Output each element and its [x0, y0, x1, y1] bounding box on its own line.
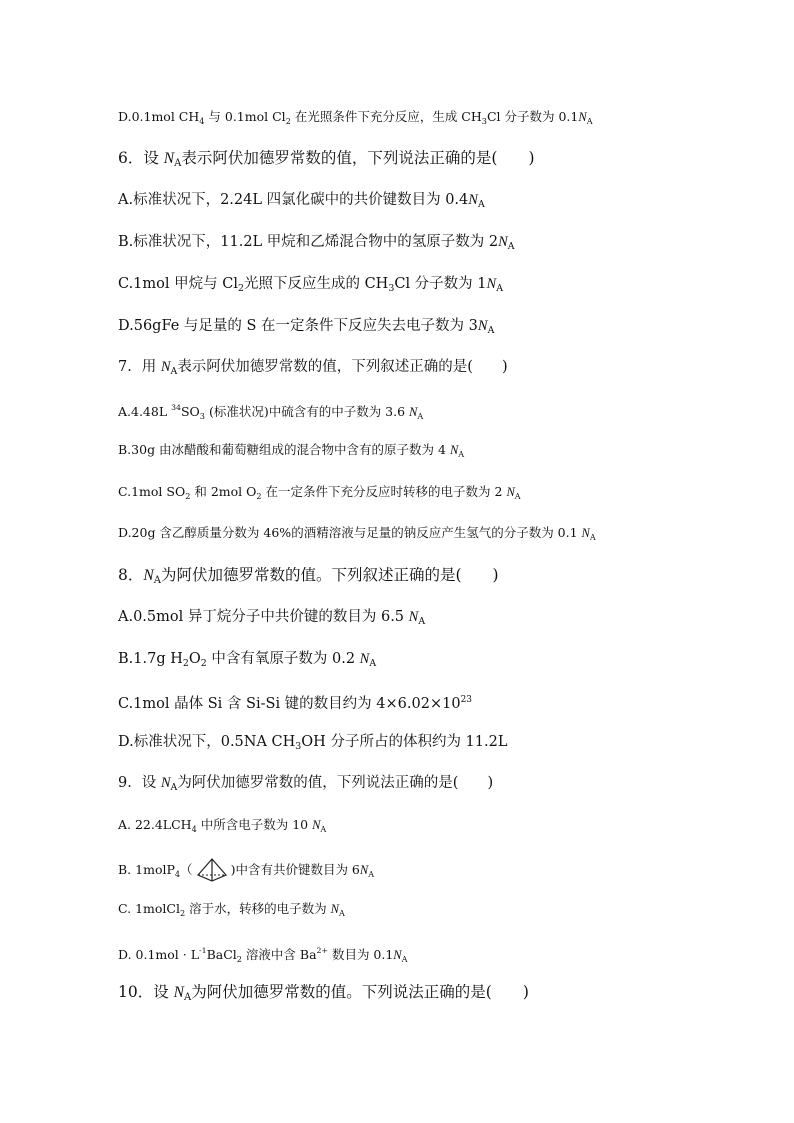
tetrahedron-icon: [195, 857, 229, 889]
option-line: D.0.1mol $CH_4$ 与 0.1mol $Cl_2$ 在光照条件下充分反应，生成 $CH_3Cl$ 分子数为 $0.1N_A$: [118, 109, 593, 126]
option-line: D. $0.1mol \cdot L^{-1}BaCl_2$ 溶液中含 $Ba^{2+}$ 数目为 $0.1N_A$: [118, 946, 408, 964]
option-line: A. $22.4LCH_4$ 中所含电子数为 10 $N_A$: [118, 817, 327, 834]
option-line: B.标准状况下，11.2L 甲烷和乙烯混合物中的氢原子数为 $2N_A$: [118, 234, 515, 252]
option-line: D.20g 含乙醇质量分数为 46%的酒精溶液与足量的钠反应产生氢气的分子数为 0.1 $N_A$: [118, 525, 596, 542]
option-line: B.30g 由冰醋酸和葡萄糖组成的混合物中含有的原子数为 4 $N_A$: [118, 442, 465, 459]
question-stem: 8．$N_A$为阿伏加德罗常数的值。下列叙述正确的是( ): [118, 566, 499, 586]
option-line: D.标准状况下，0.5NA $CH_3OH$ 分子所占的体积约为 11.2L: [118, 734, 508, 752]
option-line: C.1mol 甲烷与 $Cl_2$光照下反应生成的 $CH_3Cl$ 分子数为 $1N_A$: [118, 276, 503, 294]
option-line: C. 1molCl$_2$ 溶于水，转移的电子数为 $N_A$: [118, 901, 345, 918]
option-line: D.56gFe 与足量的 S 在一定条件下反应失去电子数为 $3N_A$: [118, 318, 495, 336]
question-stem: 10．设 $N_A$为阿伏加德罗常数的值。下列说法正确的是( ): [118, 983, 529, 1003]
option-line: C.1mol 晶体 Si 含 Si-Si 键的数目约为 $4\times 6.02\times 10^{23}$: [118, 695, 472, 712]
question-stem: 7．用 $N_A$表示阿伏加德罗常数的值，下列叙述正确的是( ): [118, 359, 508, 377]
option-line: C.1mol $SO_2$ 和 2mol $O_2$ 在一定条件下充分反应时转移的电子数为 2 $N_A$: [118, 484, 521, 501]
question-stem: 6．设 $N_A$表示阿伏加德罗常数的值，下列说法正确的是( ): [118, 149, 535, 169]
question-stem: 9．设 $N_A$为阿伏加德罗常数的值，下列说法正确的是( ): [118, 775, 494, 793]
option-line: B. 1molP$_4$（ )中含有共价键数目为 $6N_A$: [118, 857, 374, 889]
option-line: A.标准状况下，2.24L 四氯化碳中的共价键数目为 $0.4N_A$: [118, 192, 485, 210]
option-line: B.1.7g $H_2O_2$ 中含有氧原子数为 0.2 $N_A$: [118, 651, 377, 669]
option-line: A.0.5mol 异丁烷分子中共价键的数目为 6.5 $N_A$: [118, 609, 426, 627]
option-line: A.4.48L $^{34}SO_3$ (标准状况)中硫含有的中子数为 3.6 $N_A$: [118, 403, 424, 421]
